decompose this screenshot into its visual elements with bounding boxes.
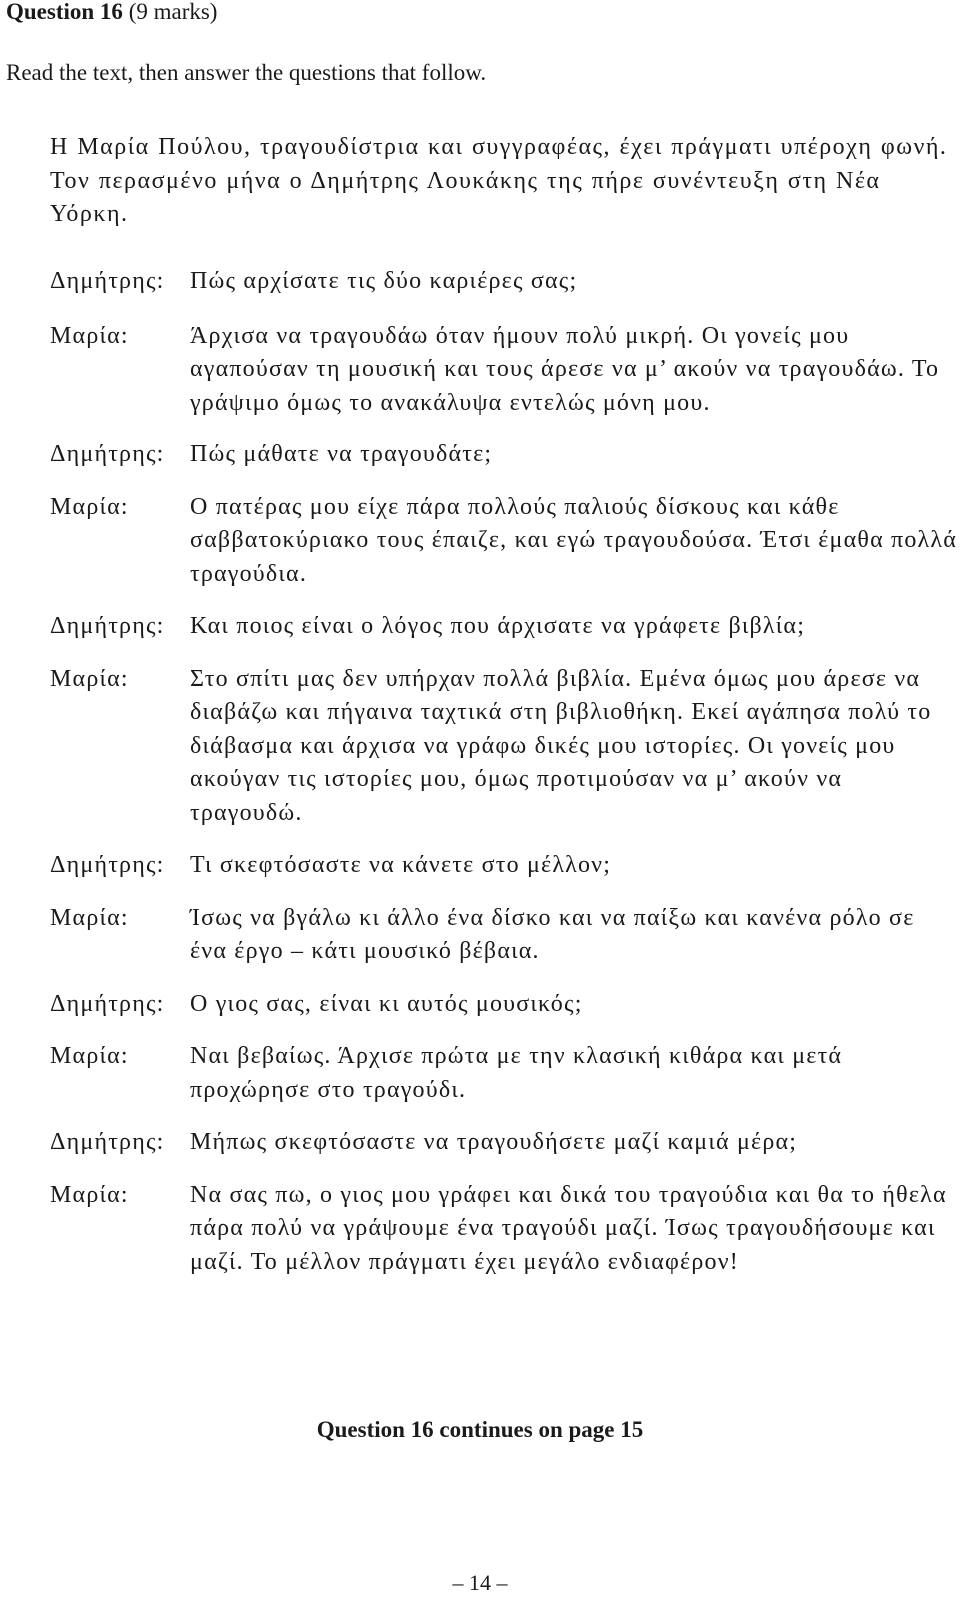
speaker-label: Δημήτρης: xyxy=(50,613,165,639)
question-heading xyxy=(6,0,217,29)
dialogue-turn xyxy=(50,320,958,421)
speech-text: Πώς αρχίσατε τις δύο καριέρες σας; xyxy=(190,268,578,294)
speaker-label: Μαρία: xyxy=(50,665,129,692)
speaker-label: Μαρία: xyxy=(50,322,129,349)
dialogue-turn xyxy=(50,491,958,592)
speech-text: Και ποιος είναι ο λόγος που άρχισατε να γράφετε βιβλία; xyxy=(190,613,806,639)
speech-text: Άρχισα να τραγουδάω όταν ήμουν πολύ μικρή. Οι γονείς μου αγαπούσαν τη μουσική και τους άρεσε να μ’ ακούν να τραγουδάω. Το γράψιμο όμως το ανακάλυψα εντελώς μόνη μου. xyxy=(190,322,940,416)
dialogue-turn xyxy=(50,902,958,969)
dialogue-turn xyxy=(50,610,958,644)
speaker-label: Μαρία: xyxy=(50,904,129,931)
speaker-label: Μαρία: xyxy=(50,1043,129,1069)
speaker-label: Δημήτρης: xyxy=(50,990,165,1017)
speaker-label: Δημήτρης: xyxy=(50,268,165,294)
speech-text: Ναι βεβαίως. Άρχισε πρώτα με την κλασική κιθάρα και μετά προχώρησε στο τραγούδι. xyxy=(190,1043,843,1103)
speech-text: Ίσως να βγάλω κι άλλο ένα δίσκο και να παίξω και κανένα ρόλο σε ένα έργο – κάτι μουσικό βέβαια. xyxy=(190,904,915,964)
question-label: Question 16 xyxy=(6,0,123,24)
speech-text: Πώς μάθατε να τραγουδάτε; xyxy=(190,441,493,467)
continuation-note: Question 16 continues on page 15 xyxy=(316,1417,644,1442)
question-marks: (9 marks) xyxy=(128,0,218,24)
speech-text: Στο σπίτι μας δεν υπήρχαν πολλά βιβλία. Εμένα όμως μου άρεσε να διαβάζω και πήγαινα ταχτικά στη βιβλιοθήκη. Εκεί αγάπησα πολύ το διάβασμα και άρχισα να γράφω δικές μου ιστορίες. Οι γονείς μου ακούγαν τις ιστορίες μου, όμως προτιμούσαν να μ’ ακούν να τραγουδώ. xyxy=(190,665,932,826)
speech-text: Ο πατέρας μου είχε πάρα πολλούς παλιούς δίσκους και κάθε σαββατοκύριακο τους έπαιζε, και εγώ τραγουδούσα. Έτσι έμαθα πολλά τραγούδια. xyxy=(190,493,958,587)
speech-text: Τι σκεφτόσαστε να κάνετε στο μέλλον; xyxy=(190,852,612,878)
dialogue-turn xyxy=(50,438,958,472)
page-number: – 14 – xyxy=(452,1570,508,1595)
speaker-label: Μαρία: xyxy=(50,493,129,520)
speaker-label: Μαρία: xyxy=(50,1181,129,1208)
dialogue-turn xyxy=(50,1126,958,1160)
dialogue-turn xyxy=(50,988,958,1022)
interview-dialogue xyxy=(50,265,958,1279)
dialogue-turn xyxy=(50,265,958,299)
speaker-label: Δημήτρης: xyxy=(50,441,165,467)
speech-text: Να σας πω, ο γιος μου γράφει και δικά του τραγούδια και θα το ήθελα πάρα πολύ να γράψουμε ένα τραγούδι μαζί. Ίσως τραγουδήσουμε και μαζί. Το μέλλον πράγματι έχει μεγάλο ενδιαφέρον! xyxy=(190,1181,947,1275)
dialogue-turn xyxy=(50,1179,958,1280)
speaker-label: Δημήτρης: xyxy=(50,1129,165,1155)
dialogue-turn xyxy=(50,663,958,831)
instruction-text: Read the text, then answer the questions that follow. xyxy=(6,60,487,85)
intro-paragraph: Η Μαρία Πούλου, τραγουδίστρια και συγγραφέας, έχει πράγματι υπέροχη φωνή. Τον περασμένο μήνα ο Δημήτρης Λουκάκης της πήρε συνέντευξη στη Νέα Υόρκη. xyxy=(50,134,948,227)
dialogue-turn xyxy=(50,849,958,883)
speaker-label: Δημήτρης: xyxy=(50,852,165,878)
speech-text: Ο γιος σας, είναι κι αυτός μουσικός; xyxy=(190,990,583,1017)
speech-text: Μήπως σκεφτόσαστε να τραγουδήσετε μαζί καμιά μέρα; xyxy=(190,1129,798,1155)
dialogue-turn xyxy=(50,1040,958,1107)
